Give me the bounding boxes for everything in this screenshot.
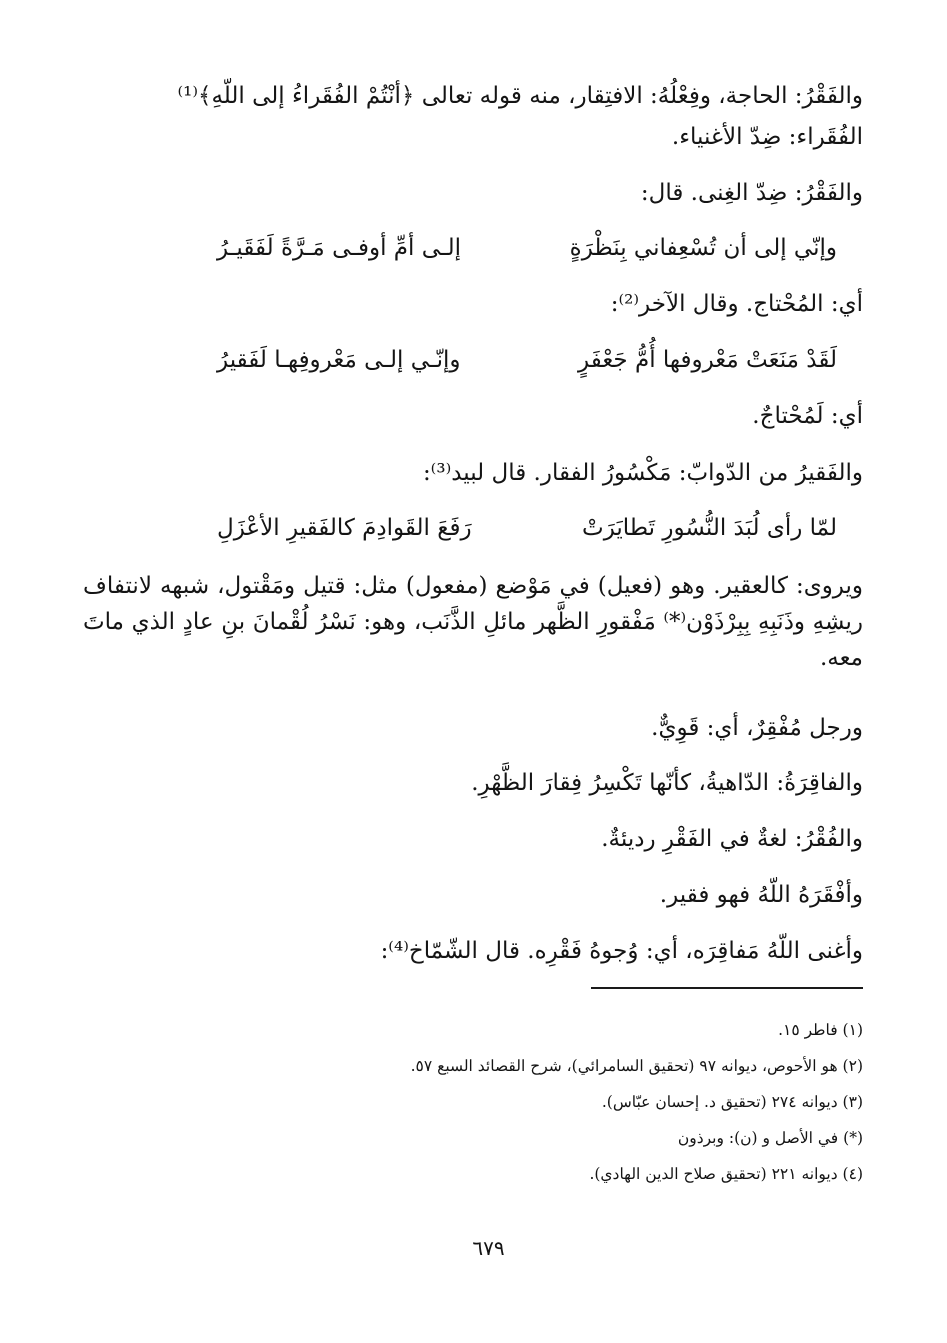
- paragraph-afqarahu: وأفْقَرَهُ اللّهُ فهو فقير.: [659, 882, 863, 908]
- paragraph-yurwa: ويروى: كالعقير. وهو (فعيل) في مَوْضع (مفعول) مثل: قتيل ومَقْتول، شبهه لانتفاف ريشِهِ وذَنَبِهِ بِبِرْذَوْن⁽*⁾ مَفْقورِ الظَّهر مائلِ الذَّنَب، وهو: نَسْرُ لُقْمانَ بنِ عادٍ الذي ماتَ معه.: [83, 573, 863, 671]
- paragraph-faqr-need: والفَقْرُ: الحاجة، وفِعْلُهُ: الافتِقار، منه قوله تعالى ﴿أنْتُمْ الفُقَراءُ إلى اللّهِ﴾⁽¹⁾: [177, 83, 863, 109]
- page-number: ٦٧٩: [472, 1236, 505, 1260]
- verse-3-first-hemistich: لمّا رأى لُبَدَ النُّسُورِ تَطايَرَتْ: [582, 515, 837, 541]
- verse-1-first-hemistich: وإنّي إلى أن تُسْعِفاني بِنَظْرَةٍ: [569, 235, 837, 261]
- verse-2-second-hemistich: وإنّـي إلـى مَعْروفِهـا لَفَقيرُ: [217, 347, 461, 373]
- footnote-4: (٤) ديوانه ٢٢١ (تحقيق صلاح الدين الهادي).: [589, 1165, 863, 1183]
- verse-3: [217, 508, 837, 548]
- footnote-2: (٢) هو الأحوص، ديوانه ٩٧ (تحقيق السامرائي)، شرح القصائد السبع ٥٧.: [410, 1057, 863, 1075]
- paragraph-mafaqir: وأغنى اللّهُ مَفاقِرَه، أي: وُجوهُ فَقْرِه. قال الشّمّاخ⁽⁴⁾:: [380, 938, 863, 964]
- paragraph-fuqr: والفُقْرُ: لغةٌ في الفَقْرِ رديئةٌ.: [601, 826, 863, 852]
- paragraph-faqr-opposite: والفَقْرُ: ضِدّ الغِنى. قال:: [640, 180, 863, 206]
- verse-1: [217, 228, 837, 268]
- paragraph-faqir-animals: والفَقيرُ من الدّوابّ: مَكْسُورُ الفقار. قال لبيد⁽³⁾:: [422, 460, 863, 486]
- footnote-3: (٣) ديوانه ٢٧٤ (تحقيق د. إحسان عبّاس).: [601, 1093, 863, 1111]
- footnote-variant: (*) في الأصل و (ن): وبرذون: [677, 1129, 863, 1147]
- paragraph-faqira: والفاقِرَةُ: الدّاهيةُ، كأنّها تَكْسِرُ فِقارَ الظَّهْرِ.: [471, 770, 863, 796]
- paragraph-mufqir: ورجل مُفْقِرٌ، أي: قَوِيٌّ.: [651, 715, 863, 741]
- paragraph-fuqara: الفُقَراء: ضِدّ الأغنياء.: [671, 124, 863, 150]
- verse-2-first-hemistich: لَقَدْ مَنَعَتْ مَعْروفها أُمُّ جَعْفَرٍ: [578, 347, 837, 373]
- footnote-1: (١) فاطر ١٥.: [778, 1021, 863, 1039]
- paragraph-muhtaj: أي: المُحْتاج. وقال الآخر⁽²⁾:: [610, 291, 863, 317]
- verse-3-second-hemistich: رَفَعَ القَوادِمَ كالفَقيرِ الأعْزَلِ: [217, 515, 472, 541]
- verse-2: [217, 340, 837, 380]
- paragraph-lamuhtaj: أي: لَمُحْتاجٌ.: [752, 403, 863, 429]
- verse-1-second-hemistich: إلـى أمِّ أوفـى مَـرَّةً لَفَقَيـرُ: [217, 235, 462, 261]
- footnote-divider: [591, 987, 863, 989]
